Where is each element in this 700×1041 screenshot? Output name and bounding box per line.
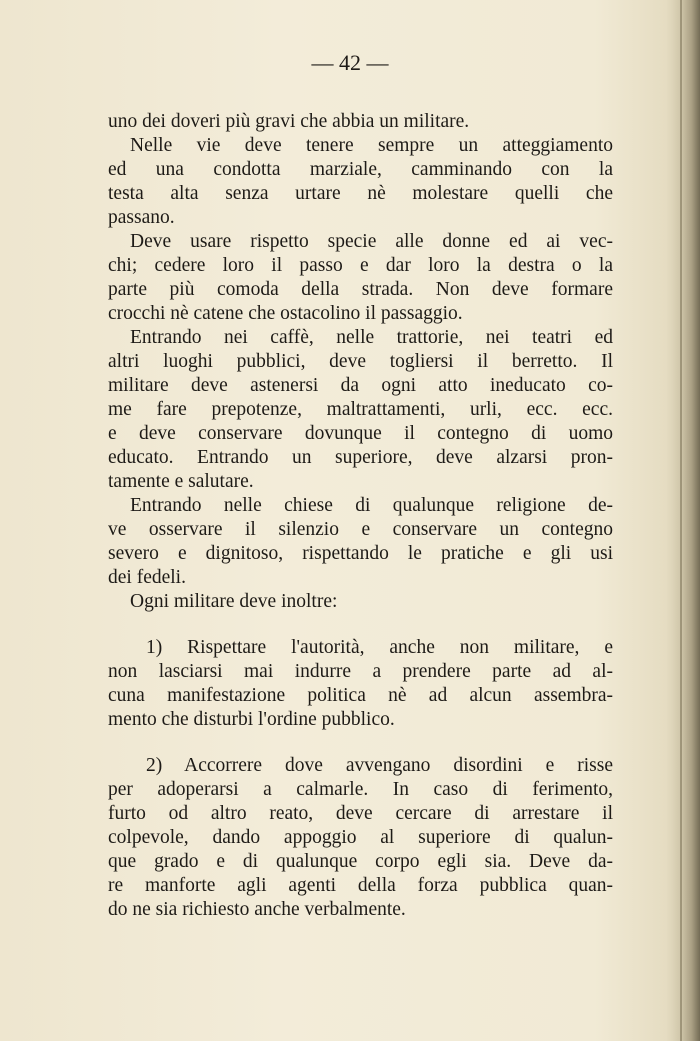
text-line: furto od altro reato, deve cercare di arrestare il [108, 803, 613, 824]
body-text [108, 110, 613, 922]
list-item-2 [108, 754, 613, 922]
text-line: testa alta senza urtare nè molestare quelli che [108, 183, 613, 204]
text-line: re manforte agli agenti della forza pubblica quan- [108, 875, 613, 896]
page-edge-shadow [666, 0, 700, 1041]
text-line: me fare prepotenze, maltrattamenti, urli, ecc. ecc. [108, 399, 613, 420]
text-line: militare deve astenersi da ogni atto ineducato co- [108, 375, 613, 396]
spacer [108, 732, 613, 754]
page-edge-line [680, 0, 682, 1041]
text-line: Nelle vie deve tenere sempre un atteggiamento [130, 135, 613, 156]
text-line: dei fedeli. [108, 567, 186, 588]
page-number: — 42 — [311, 50, 389, 75]
paragraph-churches [108, 494, 613, 590]
paragraph-street-conduct [108, 134, 613, 230]
text-line: 2) Accorrere dove avvengano disordini e risse [146, 755, 613, 776]
text-line: uno dei doveri più gravi che abbia un militare. [108, 111, 470, 132]
text-line: chi; cedere loro il passo e dar loro la destra o la [108, 255, 613, 276]
text-line: severo e dignitoso, rispettando le pratiche e gli usi [108, 543, 613, 564]
text-line: parte più comoda della strada. Non deve formare [108, 279, 613, 300]
text-line: passano. [108, 207, 175, 228]
paragraph-public-places [108, 326, 613, 494]
text-line: mento che disturbi l'ordine pubblico. [108, 709, 395, 730]
text-line: altri luoghi pubblici, deve togliersi il berretto. Il [108, 351, 613, 372]
text-line: crocchi nè catene che ostacolino il passaggio. [108, 303, 463, 324]
text-line: educato. Entrando un superiore, deve alzarsi pron- [108, 447, 613, 468]
text-line: non lasciarsi mai indurre a prendere parte ad al- [108, 661, 613, 682]
list-item-1 [108, 636, 613, 732]
paragraph-continuation [108, 110, 613, 134]
text-line: Ogni militare deve inoltre: [130, 591, 338, 612]
text-line: ve osservare il silenzio e conservare un contegno [108, 519, 613, 540]
text-line: do ne sia richiesto anche verbalmente. [108, 899, 406, 920]
text-line: que grado e di qualunque corpo egli sia. Deve da- [108, 851, 613, 872]
text-line: ed una condotta marziale, camminando con la [108, 159, 613, 180]
text-line: Deve usare rispetto specie alle donne ed ai vec- [130, 231, 613, 252]
text-line: cuna manifestazione politica nè ad alcun assembra- [108, 685, 613, 706]
text-line: Entrando nelle chiese di qualunque religione de- [130, 495, 613, 516]
text-line: tamente e salutare. [108, 471, 254, 492]
text-line: per adoperarsi a calmarle. In caso di ferimento, [108, 779, 613, 800]
text-line: 1) Rispettare l'autorità, anche non militare, e [146, 637, 613, 658]
paragraph-intro-list [108, 590, 613, 614]
paragraph-respect [108, 230, 613, 326]
spacer [108, 614, 613, 636]
text-line: e deve conservare dovunque il contegno di uomo [108, 423, 613, 444]
text-line: colpevole, dando appoggio al superiore di qualun- [108, 827, 613, 848]
text-line: Entrando nei caffè, nelle trattorie, nei teatri ed [130, 327, 613, 348]
